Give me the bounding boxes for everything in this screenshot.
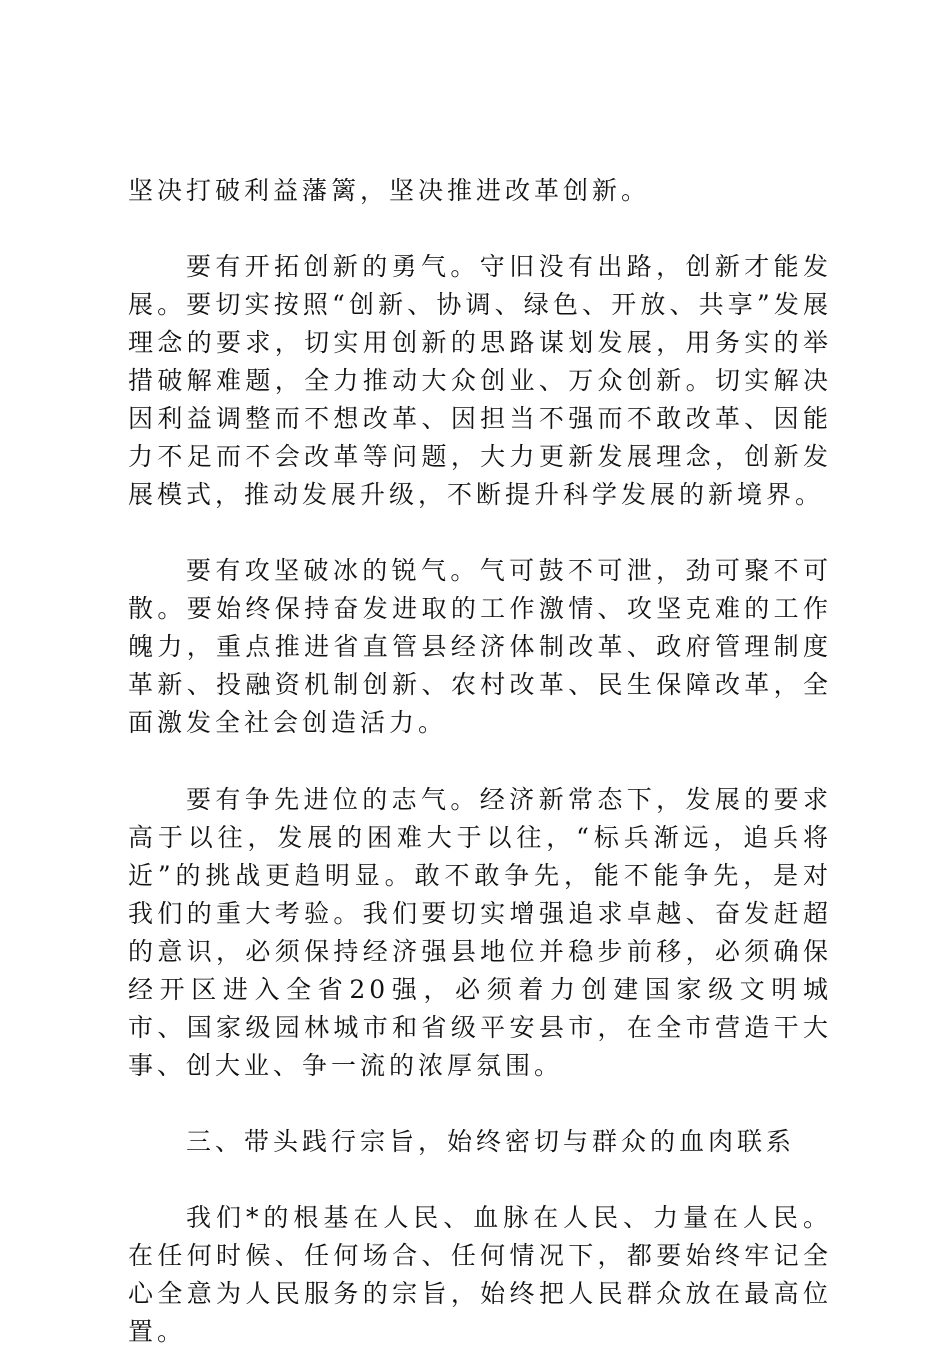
document-body bbox=[128, 172, 832, 1351]
paragraph-breakthrough-spirit: 要有攻坚破冰的锐气。气可鼓不可泄，劲可聚不可散。要始终保持奋发进取的工作激情、攻坚克难的工作魄力，重点推进省直管县经济体制改革、政府管理制度革新、投融资机制创新、农村改革、民生保障改革，全面激发全社会创造活力。 bbox=[128, 556, 832, 737]
paragraph-innovation-courage: 要有开拓创新的勇气。守旧没有出路，创新才能发展。要切实按照“创新、协调、绿色、开放、共享”发展理念的要求，切实用创新的思路谋划发展，用务实的举措破解难题，全力推动大众创业、万众创新。切实解决因利益调整而不想改革、因担当不强而不敢改革、因能力不足而不会改革等问题，大力更新发展理念，创新发展模式，推动发展升级，不断提升科学发展的新境界。 bbox=[128, 252, 832, 509]
paragraph-continuation: 坚决打破利益藩篱，坚决推进改革创新。 bbox=[128, 176, 651, 205]
paragraph-people-foundation: 我们*的根基在人民、血脉在人民、力量在人民。在任何时候、任何场合、任何情况下，都要始终牢记全心全意为人民服务的宗旨，始终把人民群众放在最高位置。 bbox=[128, 1203, 832, 1346]
paragraph-striving-ambition: 要有争先进位的志气。经济新常态下，发展的要求高于以往，发展的困难大于以往，“标兵渐远，追兵将近”的挑战更趋明显。敢不敢争先，能不能争先，是对我们的重大考验。我们要切实增强追求卓越、奋发赶超的意识，必须保持经济强县地位并稳步前移，必须确保经开区进入全省20强，必须着力创建国家级文明城市、国家级园林城市和省级平安县市，在全市营造干大事、创大业、争一流的浓厚氛围。 bbox=[128, 785, 832, 1080]
section-heading-three: 三、带头践行宗旨，始终密切与群众的血肉联系 bbox=[186, 1127, 796, 1156]
